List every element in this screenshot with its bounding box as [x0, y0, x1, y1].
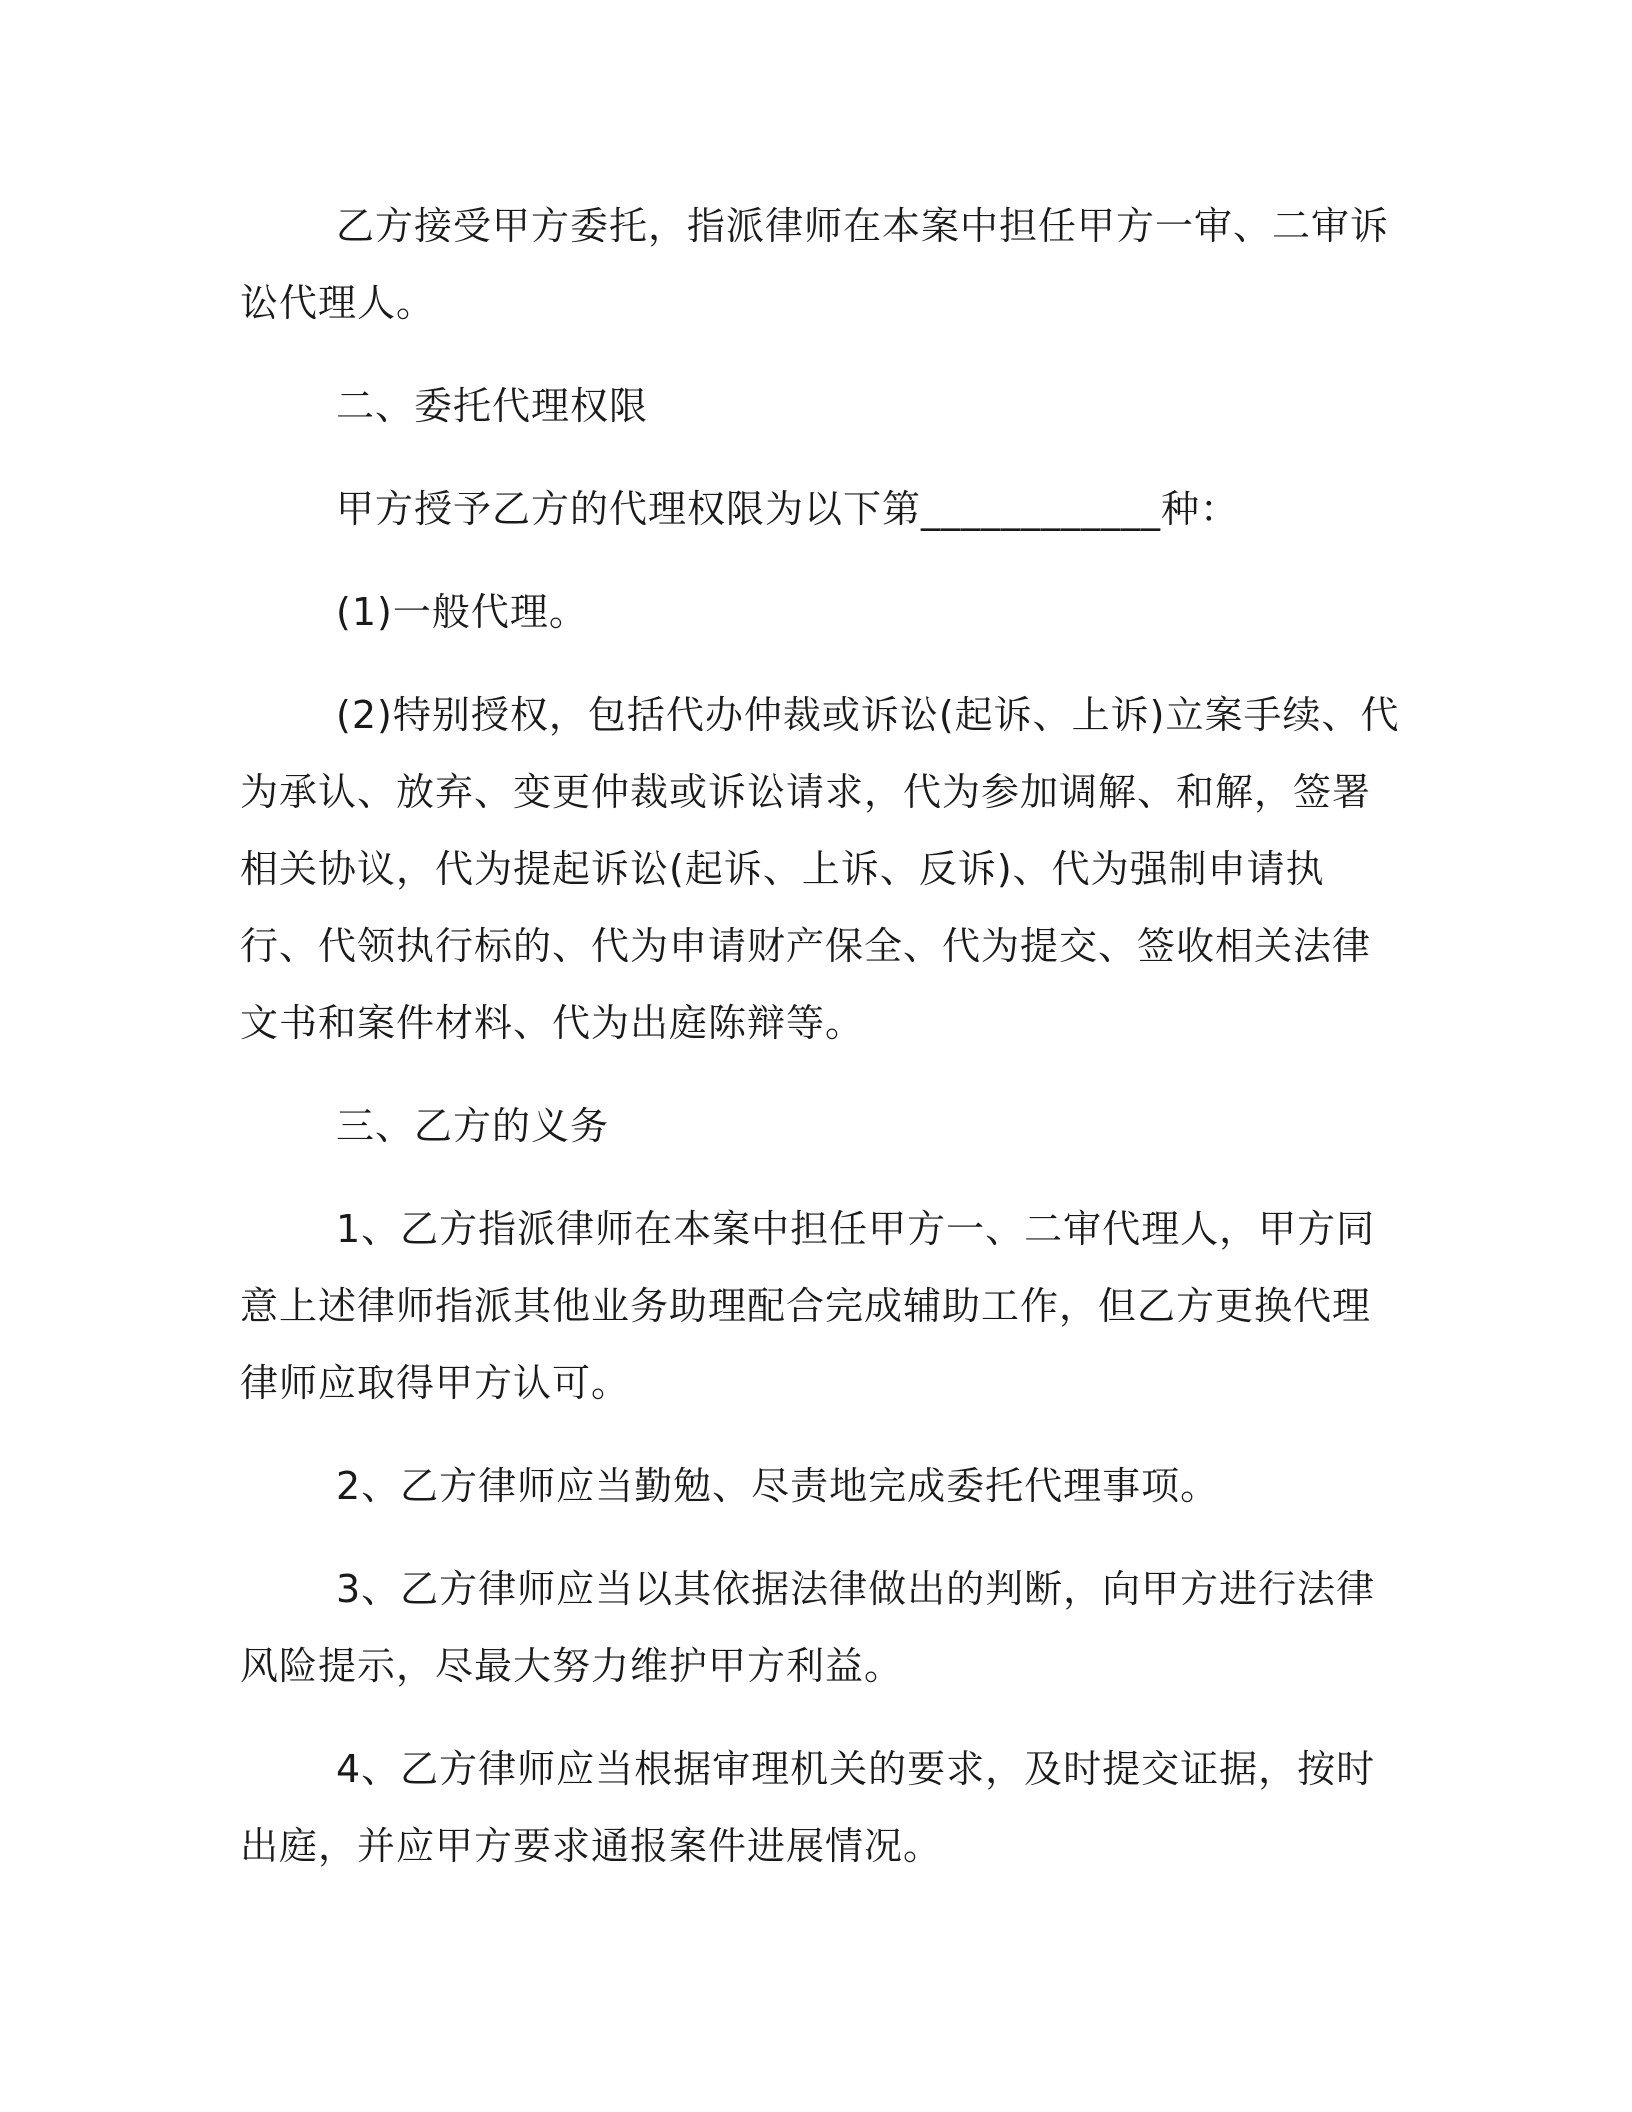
obligation-item-1: 1、乙方指派律师在本案中担任甲方一、二审代理人，甲方同意上述律师指派其他业务助理配合完成辅助工作，但乙方更换代理律师应取得甲方认可。 — [240, 1207, 1376, 1405]
document-body — [240, 188, 1400, 1885]
obligation-item-2: 2、乙方律师应当勤勉、尽责地完成委托代理事项。 — [336, 1464, 1220, 1508]
paragraph-appointment: 乙方接受甲方委托，指派律师在本案中担任甲方一审、二审诉讼代理人。 — [240, 204, 1390, 325]
paragraph-special-authorization: (2)特别授权，包括代办仲裁或诉讼(起诉、上诉)立案手续、代为承认、放弃、变更仲裁或诉讼请求，代为参加调解、和解，签署相关协议，代为提起诉讼(起诉、上诉、反诉)、代为强制申请执行、代领执行标的、代为申请财产保全、代为提交、签收相关法律文书和案件材料、代为出庭陈辩等。 — [240, 693, 1400, 1045]
obligation-item-4: 4、乙方律师应当根据审理机关的要求，及时提交证据，按时出庭，并应甲方要求通报案件进展情况。 — [240, 1747, 1376, 1868]
obligation-item-3: 3、乙方律师应当以其依据法律做出的判断，向甲方进行法律风险提示，尽最大努力维护甲方利益。 — [240, 1567, 1376, 1688]
section-heading-obligations: 三、乙方的义务 — [336, 1104, 610, 1148]
section-heading-authority: 二、委托代理权限 — [336, 384, 649, 428]
paragraph-authority-choice: 甲方授予乙方的代理权限为以下第____________种： — [336, 487, 1240, 531]
paragraph-general-agency: (1)一般代理。 — [336, 590, 588, 634]
